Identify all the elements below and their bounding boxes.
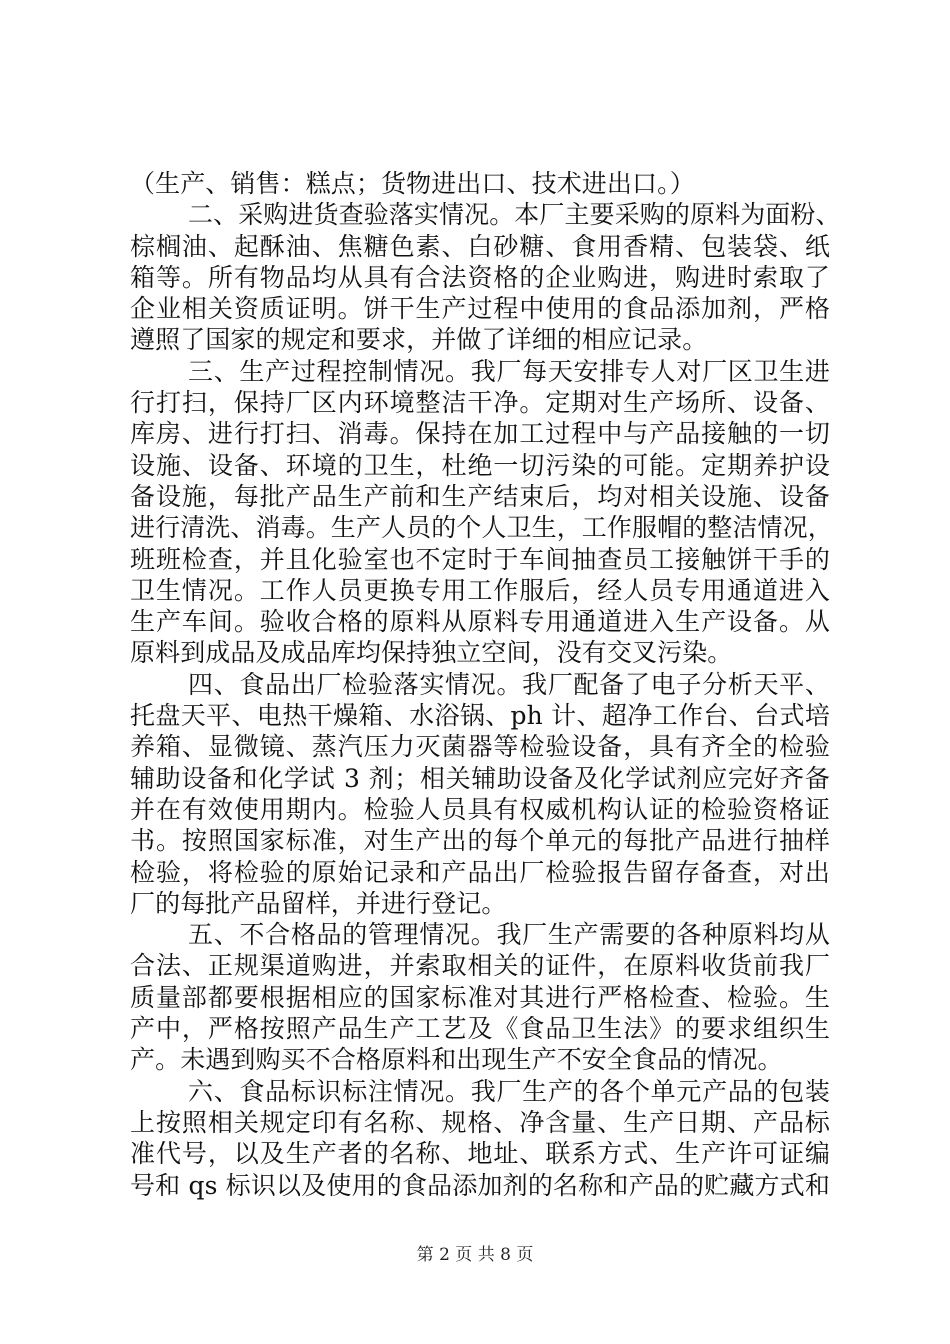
text-line: 六、食品标识标注情况。我厂生产的各个单元产品的包装 — [188, 1076, 830, 1106]
text-line: 书。按照国家标准，对生产出的每个单元的每批产品进行抽样 — [130, 826, 830, 856]
document-body — [130, 168, 841, 1201]
text-line: 产。未遇到购买不合格原料和出现生产不安全食品的情况。 — [130, 1045, 783, 1075]
text-line: 上按照相关规定印有名称、规格、净含量、生产日期、产品标 — [130, 1107, 830, 1137]
text-line: 养箱、显微镜、蒸汽压力灭菌器等检验设备，具有齐全的检验 — [130, 732, 830, 762]
text-line: 进行清洗、消毒。生产人员的个人卫生，工作服帽的整洁情况， — [130, 513, 833, 543]
text-line: 行打扫，保持厂区内环境整洁干净。定期对生产场所、设备、 — [130, 388, 830, 418]
text-line: 厂的每批产品留样，并进行登记。 — [130, 888, 507, 918]
text-line: 三、生产过程控制情况。我厂每天安排专人对厂区卫生进 — [188, 356, 830, 386]
text-line: 遵照了国家的规定和要求，并做了详细的相应记录。 — [130, 325, 708, 355]
text-line: 库房、进行打扫、消毒。保持在加工过程中与产品接触的一切 — [130, 419, 830, 449]
text-line: 检验，将检验的原始记录和产品出厂检验报告留存备查，对出 — [130, 857, 830, 887]
text-line: 班班检查，并且化验室也不定时于车间抽查员工接触饼干手的 — [130, 544, 830, 574]
text-line: 生产车间。验收合格的原料从原料专用通道进入生产设备。从 — [130, 607, 830, 637]
text-line: 设施、设备、环境的卫生，杜绝一切污染的可能。定期养护设 — [130, 450, 830, 480]
text-line: 并在有效使用期内。检验人员具有权威机构认证的检验资格证 — [130, 794, 830, 824]
text-line: 棕榈油、起酥油、焦糖色素、白砂糖、食用香精、包装袋、纸 — [130, 231, 830, 261]
page-number-footer: 第 2 页 共 8 页 — [416, 1245, 534, 1265]
text-line: 五、不合格品的管理情况。我厂生产需要的各种原料均从 — [188, 920, 830, 950]
text-line: 合法、正规渠道购进，并索取相关的证件，在原料收货前我厂 — [130, 951, 830, 981]
text-line: 质量部都要根据相应的国家标准对其进行严格检查、检验。生 — [130, 982, 830, 1012]
text-line: 备设施，每批产品生产前和生产结束后，均对相关设施、设备 — [130, 481, 830, 511]
text-line: 箱等。所有物品均从具有合法资格的企业购进，购进时索取了 — [130, 262, 830, 292]
text-line: 辅助设备和化学试 3 剂；相关辅助设备及化学试剂应完好齐备 — [130, 763, 830, 793]
text-line: 托盘天平、电热干燥箱、水浴锅、ph 计、超净工作台、台式培 — [130, 701, 830, 731]
text-line: 卫生情况。工作人员更换专用工作服后，经人员专用通道进入 — [130, 575, 830, 605]
text-line: 产中，严格按照产品生产工艺及《食品卫生法》的要求组织生 — [130, 1014, 830, 1044]
text-line: 准代号，以及生产者的名称、地址、联系方式、生产许可证编 — [130, 1139, 830, 1169]
text-line: 企业相关资质证明。饼干生产过程中使用的食品添加剂，严格 — [130, 294, 830, 324]
text-line: 二、采购进货查验落实情况。本厂主要采购的原料为面粉、 — [188, 200, 841, 230]
text-line: 号和 qs 标识以及使用的食品添加剂的名称和产品的贮藏方式和 — [130, 1170, 830, 1200]
text-line: （生产、销售：糕点；货物进出口、技术进出口。） — [130, 169, 695, 198]
text-line: 原料到成品及成品库均保持独立空间，没有交叉污染。 — [130, 638, 733, 668]
text-line: 四、食品出厂检验落实情况。我厂配备了电子分析天平、 — [188, 669, 830, 699]
